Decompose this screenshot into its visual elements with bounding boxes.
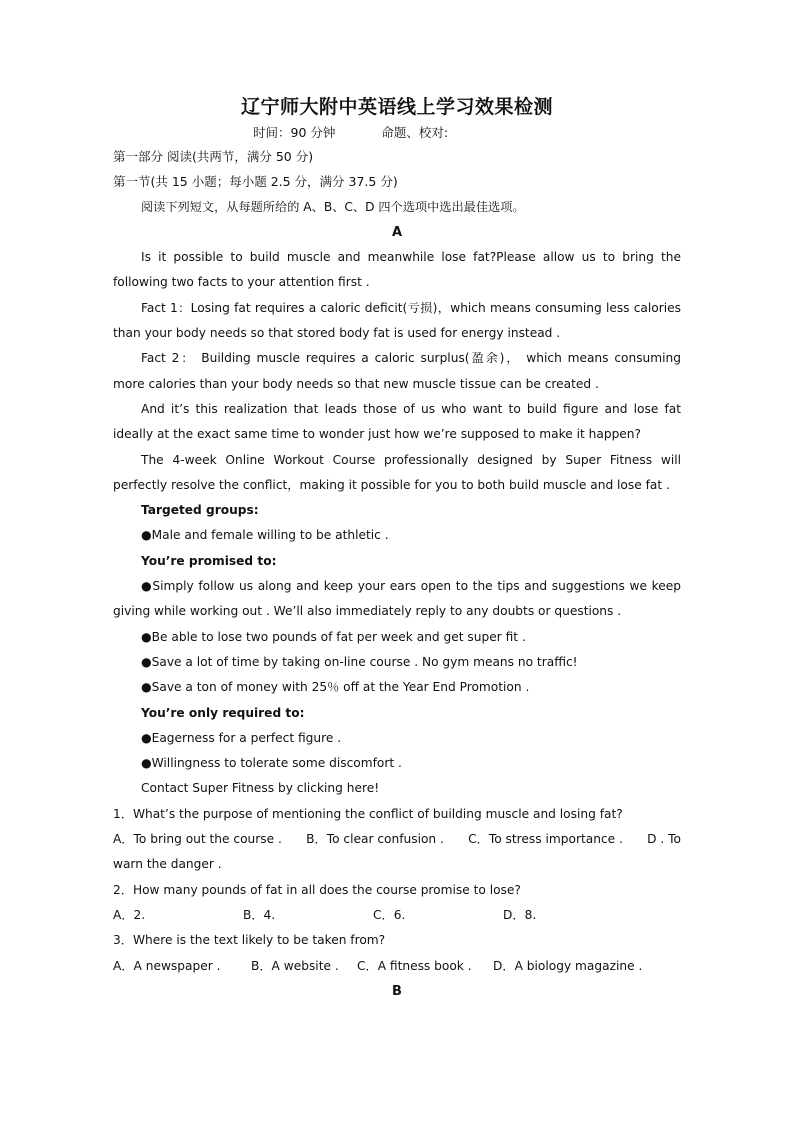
exam-title: 辽宁师大附中英语线上学习效果检测 [240,96,553,118]
question-1: 1．What’s the purpose of mentioning the conflict of building muscle and losing fat? [113,806,623,821]
passage-paragraph: Fact 2： Building muscle requires a caloric surplus(盈余)， which means consuming more calories than your body needs so that new muscle tissue can be created . [113,351,681,391]
instruction: 阅读下列短文，从每题所给的 A、B、C、D 四个选项中选出最佳选项。 [141,199,525,214]
bullet-item: ●Willingness to tolerate some discomfort . [141,756,402,771]
passage-paragraph: Is it possible to build muscle and meanwhile lose fat?Please allow us to bring the following two facts to your attention first . [113,250,681,290]
question-1-options [113,827,681,852]
promised-heading: You’re promised to: [141,553,277,568]
passage-a-label: A [391,224,403,240]
option-d: D．8. [503,907,537,922]
option-d: D．A biology magazine . [493,958,643,973]
targeted-heading: Targeted groups: [141,503,259,518]
section-heading: 第一节(共 15 小题；每小题 2.5 分，满分 37.5 分) [113,174,398,190]
bullet-item: ●Save a lot of time by taking on-line course . No gym means no traffic! [141,654,578,669]
exam-setter: 命题、校对: [381,125,449,140]
contact-line: Contact Super Fitness by clicking here! [141,781,380,796]
question-3-options [113,954,681,979]
bullet-item: ●Save a ton of money with 25％ off at the Year End Promotion . [141,680,530,695]
option-c: C．6. [373,907,406,922]
question-3: 3．Where is the text likely to be taken from? [113,933,386,948]
exam-meta [113,122,681,144]
bullet-item: ●Simply follow us along and keep your ears open to the tips and suggestions we keep giving while working out . We’ll also immediately reply to any doubts or questions . [113,579,681,619]
option-a: A．2. [113,907,146,922]
question-2: 2．How many pounds of fat in all does the course promise to lose? [113,882,521,897]
option-d: D . To [647,832,681,847]
passage-paragraph: And it’s this realization that leads those of us who want to build figure and lose fat ideally at the exact same time to wonder just how we’re supposed to make it happen? [113,401,681,442]
option-a: A．A newspaper . [113,958,221,973]
option-d-continued: warn the danger . [113,857,222,872]
required-heading: You’re only required to: [141,705,305,720]
exam-time: 时间：90 分钟 [253,125,336,140]
bullet-item: ●Be able to lose two pounds of fat per week and get super fit . [141,629,526,644]
part-heading: 第一部分 阅读(共两节，满分 50 分) [113,149,314,164]
passage-paragraph: The 4-week Online Workout Course professionally designed by Super Fitness will perfectly resolve the conflict，making it possible for you to both build muscle and lose fat . [113,452,681,492]
option-c: C．A fitness book . [357,958,472,973]
passage-b-label: B [392,983,402,999]
option-a: A．To bring out the course . [113,832,282,847]
option-b: B．4. [243,907,276,922]
question-2-options [113,903,681,928]
option-c: C．To stress importance . [468,832,623,847]
passage-paragraph: Fact 1：Losing fat requires a caloric deficit(亏损)，which means consuming less calories than your body needs so that stored body fat is used for energy instead . [113,300,681,341]
option-b: B．To clear confusion . [306,832,444,847]
bullet-item: ●Male and female willing to be athletic . [141,528,389,543]
bullet-item: ●Eagerness for a perfect figure . [141,730,342,745]
option-b: B．A website . [251,958,339,973]
exam-page [113,92,681,1004]
